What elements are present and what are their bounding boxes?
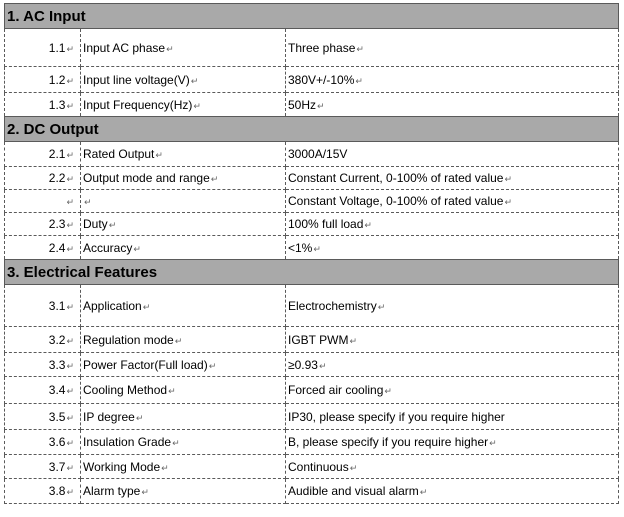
row-value: Constant Voltage, 0-100% of rated value <box>288 194 504 208</box>
table-row <box>5 479 619 504</box>
row-label: Output mode and range <box>83 171 210 185</box>
row-label: Regulation mode <box>83 332 174 347</box>
paragraph-mark-icon: ↵ <box>364 220 372 230</box>
paragraph-mark-icon: ↵ <box>84 197 92 207</box>
row-number: 3.6 <box>48 435 66 449</box>
row-number: 3.8 <box>48 484 66 498</box>
paragraph-mark-icon: ↵ <box>66 243 74 254</box>
paragraph-mark-icon: ↵ <box>66 197 74 207</box>
paragraph-mark-icon: ↵ <box>66 220 74 230</box>
paragraph-mark-icon: ↵ <box>135 412 144 423</box>
section-title: 1. AC Input <box>5 4 619 29</box>
paragraph-mark-icon: ↵ <box>66 412 74 423</box>
table-row <box>5 29 619 67</box>
table-row <box>5 377 619 404</box>
table-row <box>5 67 619 93</box>
table-row <box>5 213 619 236</box>
row-label: Rated Output <box>83 147 155 161</box>
table-row <box>5 404 619 430</box>
table-row <box>5 190 619 213</box>
paragraph-mark-icon: ↵ <box>66 335 74 346</box>
paragraph-mark-icon: ↵ <box>108 220 117 230</box>
table-row <box>5 430 619 455</box>
section-header <box>5 4 619 29</box>
table-row <box>5 285 619 327</box>
row-value: Constant Current, 0-100% of rated value <box>288 171 504 185</box>
row-number: 1.1 <box>48 40 66 55</box>
paragraph-mark-icon: ↵ <box>210 174 219 184</box>
paragraph-mark-icon: ↵ <box>133 243 141 254</box>
paragraph-mark-icon: ↵ <box>166 43 174 54</box>
row-label: Working Mode <box>83 459 161 474</box>
row-value: Electrochemistry <box>288 298 377 313</box>
paragraph-mark-icon: ↵ <box>66 150 74 160</box>
paragraph-mark-icon: ↵ <box>355 75 363 86</box>
paragraph-mark-icon: ↵ <box>66 487 74 497</box>
table-row <box>5 142 619 167</box>
paragraph-mark-icon: ↵ <box>504 197 513 207</box>
paragraph-mark-icon: ↵ <box>190 75 199 86</box>
paragraph-mark-icon: ↵ <box>142 301 151 312</box>
table-row <box>5 236 619 260</box>
row-value: Forced air cooling <box>288 383 384 397</box>
row-number: 2.2 <box>48 171 66 185</box>
paragraph-mark-icon: ↵ <box>419 487 428 497</box>
row-label: Accuracy <box>83 240 133 255</box>
paragraph-mark-icon: ↵ <box>172 438 180 448</box>
paragraph-mark-icon: ↵ <box>66 43 74 54</box>
row-value: Audible and visual alarm <box>288 484 419 498</box>
table-row <box>5 455 619 479</box>
table-row <box>5 353 619 377</box>
paragraph-mark-icon: ↵ <box>161 462 169 473</box>
paragraph-mark-icon: ↵ <box>384 386 392 396</box>
row-value: Continuous <box>288 459 349 474</box>
paragraph-mark-icon: ↵ <box>313 243 321 254</box>
paragraph-mark-icon: ↵ <box>356 43 364 54</box>
row-value: <1% <box>288 240 313 255</box>
table-row <box>5 327 619 353</box>
section-title: 2. DC Output <box>5 117 619 142</box>
row-number: 2.4 <box>48 240 66 255</box>
paragraph-mark-icon: ↵ <box>504 174 513 184</box>
row-label: Power Factor(Full load) <box>83 357 208 372</box>
paragraph-mark-icon: ↵ <box>66 462 74 473</box>
row-number: 3.1 <box>48 298 66 313</box>
section-title: 3. Electrical Features <box>5 260 619 285</box>
row-number: 2.3 <box>48 217 66 231</box>
row-value: B, please specify if you require higher <box>288 435 489 449</box>
row-number: 3.7 <box>48 459 66 474</box>
row-value: 100% full load <box>288 217 364 231</box>
table-row <box>5 93 619 117</box>
row-value: Three phase <box>288 40 356 55</box>
paragraph-mark-icon: ↵ <box>349 335 357 346</box>
row-number: 3.3 <box>48 357 66 372</box>
row-value: IP30, please specify if you require higher <box>288 409 505 424</box>
row-value: 50Hz <box>288 97 317 112</box>
paragraph-mark-icon: ↵ <box>318 360 327 371</box>
row-value: 3000A/15V <box>288 147 348 161</box>
row-value: 380V+/-10% <box>288 72 355 87</box>
paragraph-mark-icon: ↵ <box>141 487 149 497</box>
row-label: Duty <box>83 217 108 231</box>
paragraph-mark-icon: ↵ <box>66 386 74 396</box>
row-value: ≥0.93 <box>288 357 318 372</box>
row-label: Input line voltage(V) <box>83 72 190 87</box>
row-label: Insulation Grade <box>83 435 172 449</box>
paragraph-mark-icon: ↵ <box>66 301 74 312</box>
row-number: 3.2 <box>48 332 66 347</box>
paragraph-mark-icon: ↵ <box>66 174 74 184</box>
row-label: Input Frequency(Hz) <box>83 97 193 112</box>
paragraph-mark-icon: ↵ <box>66 100 74 111</box>
row-number: 3.4 <box>48 383 66 397</box>
paragraph-mark-icon: ↵ <box>377 301 386 312</box>
row-label: IP degree <box>83 409 135 424</box>
spec-table <box>4 3 619 504</box>
row-label: Application <box>83 298 142 313</box>
paragraph-mark-icon: ↵ <box>174 335 183 346</box>
paragraph-mark-icon: ↵ <box>168 386 176 396</box>
row-value: IGBT PWM <box>288 332 349 347</box>
table-row <box>5 167 619 190</box>
paragraph-mark-icon: ↵ <box>66 360 74 371</box>
row-number: 1.2 <box>48 72 66 87</box>
paragraph-mark-icon: ↵ <box>208 360 217 371</box>
paragraph-mark-icon: ↵ <box>193 100 201 111</box>
paragraph-mark-icon: ↵ <box>317 100 325 111</box>
section-header <box>5 260 619 285</box>
row-label: Input AC phase <box>83 40 166 55</box>
row-number: 2.1 <box>48 147 66 161</box>
paragraph-mark-icon: ↵ <box>349 462 358 473</box>
paragraph-mark-icon: ↵ <box>66 75 74 86</box>
row-label: Alarm type <box>83 484 141 498</box>
row-label: Cooling Method <box>83 383 168 397</box>
paragraph-mark-icon: ↵ <box>489 438 497 448</box>
paragraph-mark-icon: ↵ <box>66 438 74 448</box>
section-header <box>5 117 619 142</box>
row-number: 3.5 <box>48 409 66 424</box>
row-number: 1.3 <box>48 97 66 112</box>
paragraph-mark-icon: ↵ <box>155 150 163 160</box>
